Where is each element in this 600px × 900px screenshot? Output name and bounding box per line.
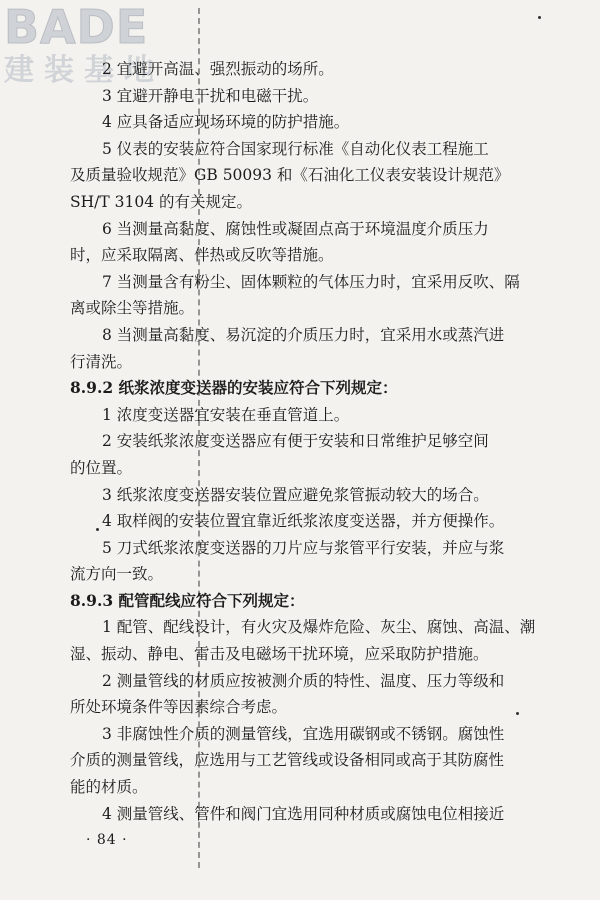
section-heading: 8.9.3 配管配线应符合下列规定： bbox=[70, 590, 305, 610]
text-line: 离或除尘等措施。 bbox=[70, 299, 195, 318]
scan-speck bbox=[96, 528, 99, 531]
watermark-brand: BADE bbox=[4, 0, 149, 54]
text-line: SH/T 3104 的有关规定。 bbox=[70, 192, 252, 211]
text-line: 7 当测量含有粉尘、固体颗粒的气体压力时，宜采用反吹、隔 bbox=[102, 272, 520, 291]
text-line: 6 当测量高黏度、腐蚀性或凝固点高于环境温度介质压力 bbox=[102, 219, 489, 238]
text-line: 1 浓度变送器宜安装在垂直管道上。 bbox=[102, 405, 350, 424]
text-line: 的位置。 bbox=[70, 458, 133, 477]
text-line: 5 仪表的安装应符合国家现行标准《自动化仪表工程施工 bbox=[102, 139, 489, 158]
text-line: 能的材质。 bbox=[70, 778, 148, 797]
text-line: 2 宜避开高温、强烈振动的场所。 bbox=[102, 60, 334, 78]
text-line: 2 测量管线的材质应按被测介质的特性、温度、压力等级和 bbox=[102, 671, 505, 690]
text-line: 3 非腐蚀性介质的测量管线，宜选用碳钢或不锈钢。腐蚀性 bbox=[102, 724, 505, 743]
text-line: 所处环境条件等因素综合考虑。 bbox=[70, 698, 288, 717]
scan-speck bbox=[538, 16, 541, 19]
text-line: 行清洗。 bbox=[70, 352, 133, 371]
text-line: 4 取样阀的安装位置宜靠近纸浆浓度变送器，并方便操作。 bbox=[102, 512, 505, 531]
text-line: 4 应具备适应现场环境的防护措施。 bbox=[102, 113, 350, 132]
text-line: 8 当测量高黏度、易沉淀的介质压力时，宜采用水或蒸汽进 bbox=[102, 325, 505, 344]
text-line: 3 宜避开静电干扰和电磁干扰。 bbox=[102, 86, 319, 105]
body-text bbox=[70, 56, 570, 827]
text-line: 3 纸浆浓度变送器安装位置应避免浆管振动较大的场合。 bbox=[102, 485, 489, 504]
text-line: 2 安装纸浆浓度变送器应有便于安装和日常维护足够空间 bbox=[102, 432, 489, 451]
watermark-subtitle: 建装基地 bbox=[4, 53, 164, 88]
text-line: 5 刀式纸浆浓度变送器的刀片应与浆管平行安装，并应与浆 bbox=[102, 538, 505, 557]
text-line: 及质量验收规范》GB 50093 和《石油化工仪表安装设计规范》 bbox=[70, 166, 510, 185]
text-line: 流方向一致。 bbox=[70, 565, 164, 584]
scan-speck bbox=[516, 712, 519, 715]
text-line: 湿、振动、静电、雷击及电磁场干扰环境，应采取防护措施。 bbox=[70, 645, 489, 664]
section-heading: 8.9.2 纸浆浓度变送器的安装应符合下列规定： bbox=[70, 378, 398, 398]
text-line: 介质的测量管线，应选用与工艺管线或设备相同或高于其防腐性 bbox=[70, 751, 505, 770]
text-line: 1 配管、配线设计，有火灾及爆炸危险、灰尘、腐蚀、高温、潮 bbox=[102, 618, 536, 637]
page-number: · 84 · bbox=[86, 832, 128, 848]
text-line: 4 测量管线、管件和阀门宜选用同种材质或腐蚀电位相接近 bbox=[102, 804, 505, 823]
text-line: 时，应采取隔离、伴热或反吹等措施。 bbox=[70, 246, 334, 265]
